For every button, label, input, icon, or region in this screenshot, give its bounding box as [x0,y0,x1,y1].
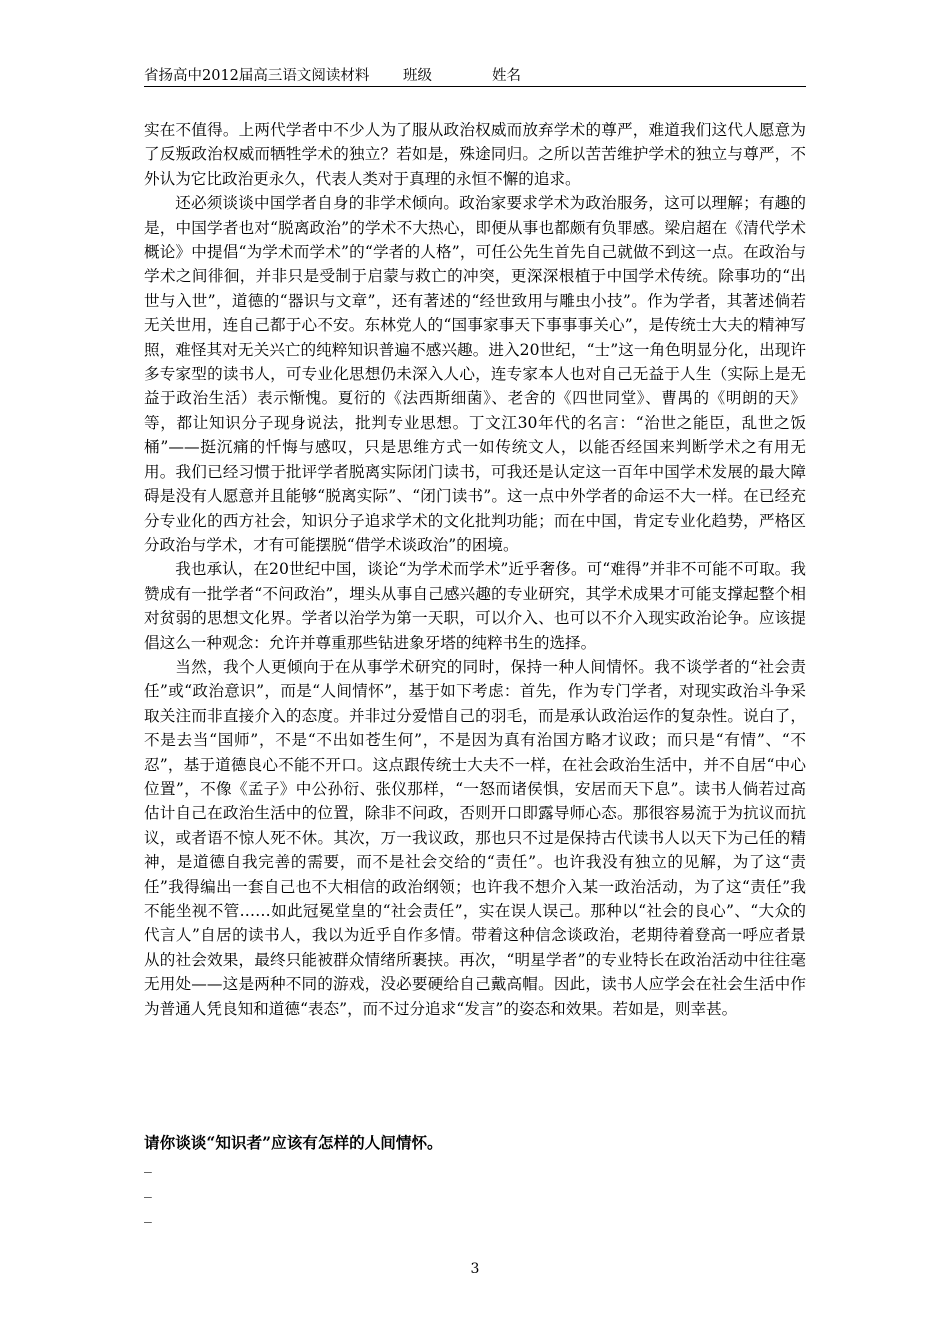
answer-blank-1[interactable]: _ [144,1155,152,1173]
page-header [144,62,806,87]
paragraph-2: 还必须谈谈中国学者自身的非学术倾向。政治家要求学术为政治服务，这可以理解；有趣的是，中国学者也对“脱离政治”的学术不大热心，即便从事也都颇有负罪感。梁启超在《清代学术概论》中提倡“为学术而学术”的“学者的人格”，可任公先生首先自己就做不到这一点。在政治与学术之间徘徊，并非只是受制于启蒙与救亡的冲突，更深深根植于中国学术传统。除事功的“出世与入世”，道德的“器识与文章”，还有著述的“经世致用与雕虫小技”。作为学者，其著述倘若无关世用，连自己都于心不安。东林党人的“国事家事天下事事事关心”，是传统士大夫的精神写照，难怪其对无关兴亡的纯粹知识普遍不感兴趣。进入20世纪，“士”这一角色明显分化，出现许多专家型的读书人，可专业化思想仍未深入人心，连专家本人也对自己无益于人生（实际上是无益于政治生活）表示惭愧。夏衍的《法西斯细菌》、老舍的《四世同堂》、曹禺的《明朗的天》等，都让知识分子现身说法，批判专业思想。丁文江30年代的名言：“治世之能臣，乱世之饭桶”——挺沉痛的忏悔与感叹，只是思维方式一如传统文人，以能否经国来判断学术之有用无用。我们已经习惯于批评学者脱离实际闭门读书，可我还是认定这一百年中国学术发展的最大障碍是没有人愿意并且能够“脱离实际”、“闭门读书”。这一点中外学者的命运不大一样。在已经充分专业化的西方社会，知识分子追求学术的文化批判功能；而在中国，肯定专业化趋势，严格区分政治与学术，才有可能摆脱“借学术谈政治”的困境。 [144,194,806,554]
paragraph-1: 实在不值得。上两代学者中不少人为了服从政治权威而放弃学术的尊严，难道我们这代人愿意为了反叛政治权威而牺牲学术的独立？若如是，殊途同归。之所以苦苦维护学术的独立与尊严，不外认为它比政治更永久，代表人类对于真理的永恒不懈的追求。 [144,121,806,188]
header-class-label: 班级 [403,68,432,84]
page-number: 3 [470,1261,480,1277]
reading-passage [144,118,806,1021]
paragraph-4: 当然，我个人更倾向于在从事学术研究的同时，保持一种人间情怀。我不谈学者的“社会责任”或“政治意识”，而是“人间情怀”，基于如下考虑：首先，作为专门学者，对现实政治斗争采取关注而非直接介入的态度。并非过分爱惜自己的羽毛，而是承认政治运作的复杂性。说白了，不是去当“国师”，不是“不出如苍生何”，不是因为真有治国方略才议政；而只是“有情”、“不忍”，基于道德良心不能不开口。这点跟传统士大夫不一样，在社会政治生活中，并不自居“中心位置”，不像《孟子》中公孙衍、张仪那样，“一怒而诸侯惧，安居而天下息”。读书人倘若过高估计自己在政治生活中的位置，除非不问政，否则开口即露导师心态。那很容易流于为抗议而抗议，或者语不惊人死不休。其次，万一我议政，那也只不过是保持古代读书人以天下为己任的精神，是道德自我完善的需要，而不是社会交给的“责任”。也许我没有独立的见解，为了这“责任”我得编出一套自己也不大相信的政治纲领；也许我不想介入某一政治活动，为了这“责任”我不能坐视不管……如此冠冕堂皇的“社会责任”，实在误人误己。那种以“社会的良心”、“大众的代言人”自居的读书人，我以为近乎自作多情。带着这种信念谈政治，老期待着登高一呼应者景从的社会效果，最终只能被群众情绪所裹挟。再次，“明星学者”的专业特长在政治活动中往往毫无用处——这是两种不同的游戏，没必要硬给自己戴高帽。因此，读书人应学会在社会生活中作为普通人凭良知和道德“表态”，而不过分追求“发言”的姿态和效果。若如是，则幸甚。 [144,657,806,1018]
question-prompt: 请你谈谈“知识者”应该有怎样的人间情怀。 [144,1133,443,1152]
answer-blank-2[interactable]: _ [144,1180,152,1198]
header-title: 省扬高中2012届高三语文阅读材料 [144,68,370,84]
answer-blank-3[interactable]: _ [144,1205,152,1223]
header-name-label: 姓名 [492,68,521,84]
paragraph-3: 我也承认，在20世纪中国，谈论“为学术而学术”近乎奢侈。可“难得”并非不可能不可取。我赞成有一批学者“不问政治”，埋头从事自己感兴趣的专业研究，其学术成果才可能支撑起整个相对贫弱的思想文化界。学者以治学为第一天职，可以介入、也可以不介入现实政治论争。应该提倡这么一种观念：允许并尊重那些钻进象牙塔的纯粹书生的选择。 [144,560,806,652]
